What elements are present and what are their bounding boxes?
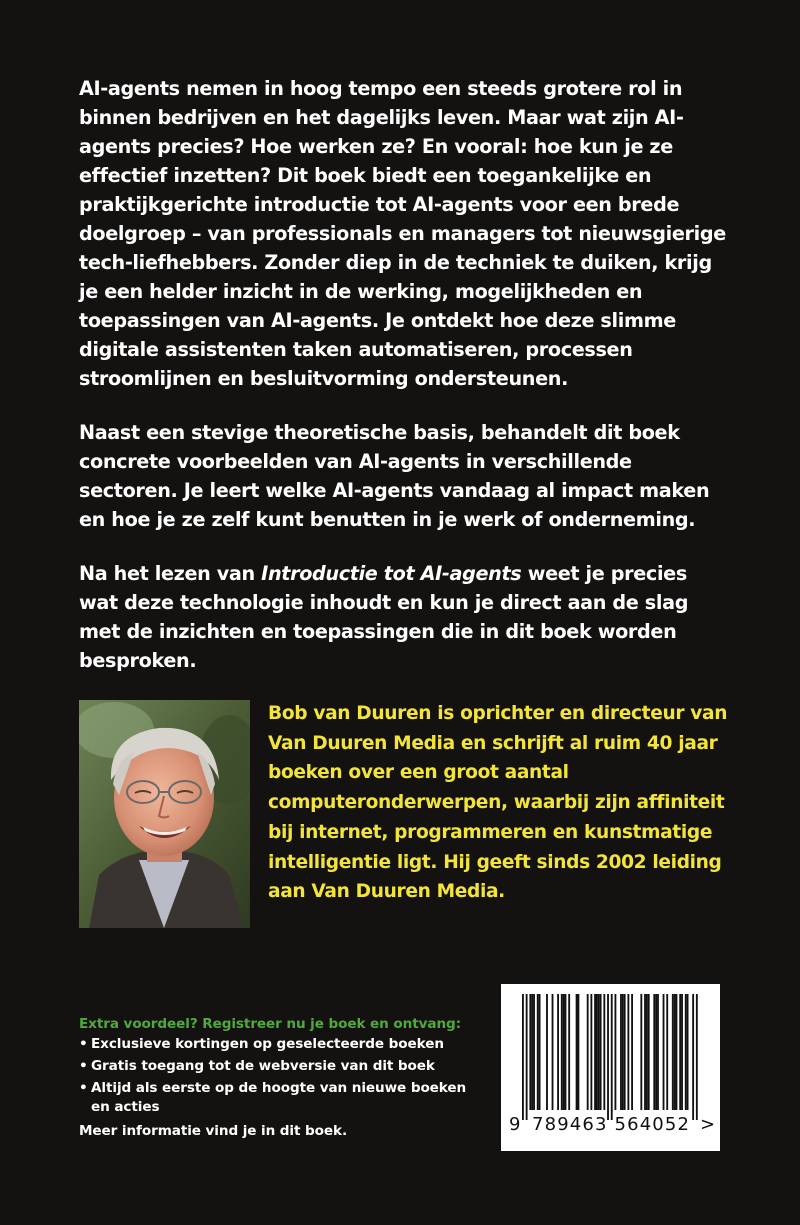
barcode-bar	[563, 994, 565, 1110]
barcode-bar	[663, 994, 665, 1110]
barcode-bar	[561, 994, 563, 1110]
isbn-barcode	[501, 984, 720, 1151]
barcode-bar	[679, 994, 681, 1110]
barcode-bar	[607, 994, 609, 1120]
description-paragraph-2: Naast een stevige theoretische basis, behandelt dit boek concrete voorbeelden van AI-agents in verschillende sectoren. Je leert welke AI-agents vandaag al impact maken en hoe je ze zelf kunt benutten in je werk of onderneming.	[79, 421, 710, 531]
barcode-bar	[603, 994, 605, 1110]
barcode-bar	[696, 994, 698, 1120]
barcode-bar	[672, 994, 674, 1110]
description-paragraph-1: AI-agents nemen in hoog tempo een steeds grotere rol in binnen bedrijven en het dagelijks leven. Maar wat zijn AI-agents precies? Hoe werken ze? En vooral: hoe kun je ze effectief inzetten? Dit boek biedt een toegankelijke en praktijkgerichte introductie tot AI-agents voor een brede doelgroep – van professionals en managers tot nieuwsgierige tech-liefhebbers. Zonder diep in de techniek te duiken, krijg je een helder inzicht in de werking, mogelijkheden en toepassingen van AI-agents. Je ontdekt hoe deze slimme digitale assistenten taken automatiseren, processen stroomlijnen en besluitvorming ondersteunen.	[79, 77, 726, 390]
promo-item: • Gratis toegang tot de webversie van dit boek	[79, 1057, 489, 1076]
barcode-bar	[687, 994, 689, 1110]
barcode-bar	[590, 994, 592, 1110]
barcode-bar	[615, 994, 617, 1110]
barcode-bar	[587, 994, 589, 1110]
barcode-bar	[676, 994, 678, 1110]
barcode-bar	[537, 994, 539, 1110]
paragraph-3-rest: weet je precies wat deze technologie inhoudt en kun je direct aan de slag met de inzichten en toepassingen die in dit boek worden besproken.	[79, 562, 689, 672]
barcode-arrow: >	[700, 1114, 716, 1135]
book-title-inline: Introductie tot AI-agents	[261, 562, 522, 585]
barcode-bar	[640, 994, 642, 1110]
barcode-bar	[578, 994, 580, 1110]
barcode-bar	[596, 994, 598, 1110]
barcode-bar	[522, 994, 524, 1120]
barcode-bar	[598, 994, 600, 1110]
barcode-bar	[646, 994, 648, 1110]
barcode-bar	[568, 994, 570, 1110]
barcode-bar	[546, 994, 548, 1110]
promo-item: • Altijd als eerste op de hoogte van nieuwe boeken en acties	[79, 1079, 489, 1117]
paragraph-3-intro: Na het lezen van	[79, 562, 262, 585]
barcode-bar	[600, 994, 602, 1110]
barcode-bar	[685, 994, 687, 1110]
barcode-lead-digit: 9	[509, 1114, 521, 1135]
barcode-bar	[653, 994, 655, 1110]
barcode-bar	[681, 994, 683, 1110]
barcode-bar	[529, 994, 531, 1110]
barcode-bar	[655, 994, 657, 1110]
barcode-bar	[611, 994, 613, 1120]
barcode-bar	[539, 994, 541, 1110]
barcode-bar	[648, 994, 650, 1110]
barcode-bar	[620, 994, 622, 1110]
promo-footer: Meer informatie vind je in dit boek.	[79, 1123, 348, 1139]
barcode-main-digits: 789463 564052	[532, 1114, 691, 1135]
barcode-bar	[666, 994, 668, 1110]
barcode-bar	[594, 994, 596, 1110]
author-bio: Bob van Duuren is oprichter en directeur van Van Duuren Media en schrijft al ruim 40 jaar boeken over een groot aantal computeronderwerpen, waarbij zijn affiniteit bij internet, programmeren en kunstmatige intelligentie ligt. Hij geeft sinds 2002 leiding aan Van Duuren Media.	[268, 703, 728, 903]
barcode-bar	[644, 994, 646, 1110]
barcode-bar	[674, 994, 676, 1110]
barcode-bar	[631, 994, 633, 1110]
barcode-bar	[531, 994, 533, 1110]
registration-promo	[79, 1013, 489, 1142]
barcode-bar	[533, 994, 535, 1110]
barcode-bar	[692, 994, 694, 1120]
barcode-bar	[526, 994, 528, 1120]
barcode-bar	[565, 994, 567, 1110]
description-paragraph-3	[79, 559, 729, 675]
barcode-bar	[627, 994, 629, 1110]
barcode-bar	[622, 994, 624, 1110]
author-photo	[79, 700, 250, 928]
barcode-bar	[557, 994, 559, 1110]
promo-list	[79, 1035, 489, 1117]
barcode-bar	[576, 994, 578, 1110]
barcode-bar	[624, 994, 626, 1110]
promo-heading: Extra voordeel? Registreer nu je boek en ontvang:	[79, 1016, 461, 1032]
barcode-digits	[501, 1110, 720, 1140]
barcode-bar	[552, 994, 554, 1110]
barcode-bar	[657, 994, 659, 1110]
promo-item: • Exclusieve kortingen op geselecteerde boeken	[79, 1035, 489, 1054]
